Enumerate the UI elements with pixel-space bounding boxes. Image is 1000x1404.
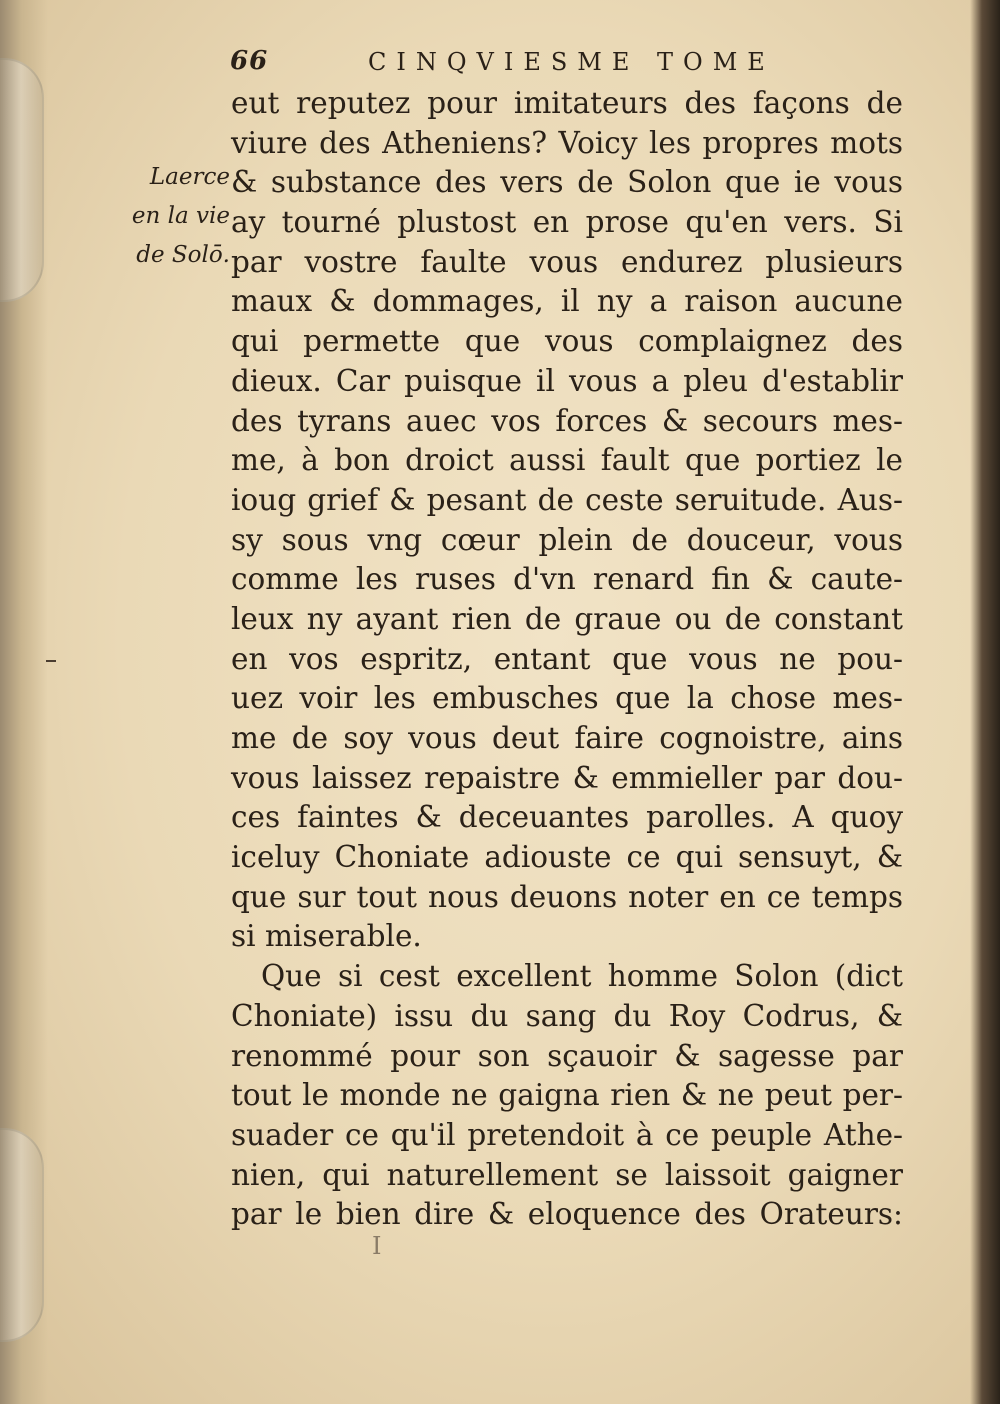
text-line: par le bien dire & eloquence des Orateurs: (231, 1197, 903, 1232)
clip-bottom-decoration (0, 1128, 44, 1342)
text-line: leux ny ayant rien de graue ou de constant (231, 601, 903, 636)
text-line: sy sous vng cœur plein de douceur, vous (231, 522, 903, 557)
text-line: tout le monde ne gaigna rien & ne peut per- (231, 1078, 903, 1113)
page-header (230, 46, 790, 82)
text-line: des tyrans auec vos forces & secours mes- (231, 403, 903, 438)
text-line: renommé pour son sçauoir & sagesse par (231, 1038, 903, 1073)
marginal-note-line: de Solō. (136, 242, 230, 268)
marginal-note (100, 158, 230, 275)
text-line: en vos espritz, entant que vous ne pou- (231, 641, 903, 676)
running-head: CINQVIESME TOME (368, 48, 775, 76)
text-line: qui permette que vous complaignez des (231, 324, 903, 359)
show-through-catchword: I (372, 1232, 382, 1260)
body-text (231, 84, 903, 1235)
clip-top-decoration (0, 58, 44, 302)
text-line: maux & dommages, il ny a raison aucune (231, 284, 903, 319)
page-number: 66 (230, 46, 269, 76)
text-line: ces faintes & deceuantes parolles. A quoy (231, 800, 903, 835)
text-line: que sur tout nous deuons noter en ce temps (231, 879, 903, 914)
text-line: par vostre faulte vous endurez plusieurs (231, 244, 903, 279)
text-line: dieux. Car puisque il vous a pleu d'establir (231, 363, 903, 398)
text-line: ioug grief & pesant de ceste seruitude. Aus- (231, 482, 903, 517)
text-line: si miserable. (231, 919, 422, 954)
text-line: uez voir les embusches que la chose mes- (231, 681, 903, 716)
text-line: & substance des vers de Solon que ie vous (231, 165, 903, 200)
marginal-note-line: Laerce (149, 164, 230, 190)
text-line: me de soy vous deut faire cognoistre, ains (231, 721, 903, 755)
text-line: me, à bon droict aussi fault que portiez le (231, 443, 903, 478)
text-line: comme les ruses d'vn renard fin & caute- (231, 562, 903, 597)
page-edge-shadow (970, 0, 1000, 1404)
text-line: vous laissez repaistre & emmieller par dou- (231, 760, 903, 795)
text-line: suader ce qu'il pretendoit à ce peuple Athe- (231, 1117, 903, 1152)
text-line: iceluy Choniate adiouste ce qui sensuyt, & (231, 840, 903, 875)
text-line: viure des Atheniens? Voicy les propres mots (231, 125, 903, 160)
text-line: ay tourné plustost en prose qu'en vers. Si (231, 205, 903, 240)
text-line: Choniate) issu du sang du Roy Codrus, & (231, 998, 903, 1033)
margin-mark (46, 660, 56, 662)
text-line: eut reputez pour imitateurs des façons de (231, 86, 903, 120)
text-line: nien, qui naturellement se laissoit gaigner (231, 1157, 903, 1192)
marginal-note-line: en la vie (131, 203, 230, 229)
text-line: Que si cest excellent homme Solon (dict (261, 959, 903, 994)
